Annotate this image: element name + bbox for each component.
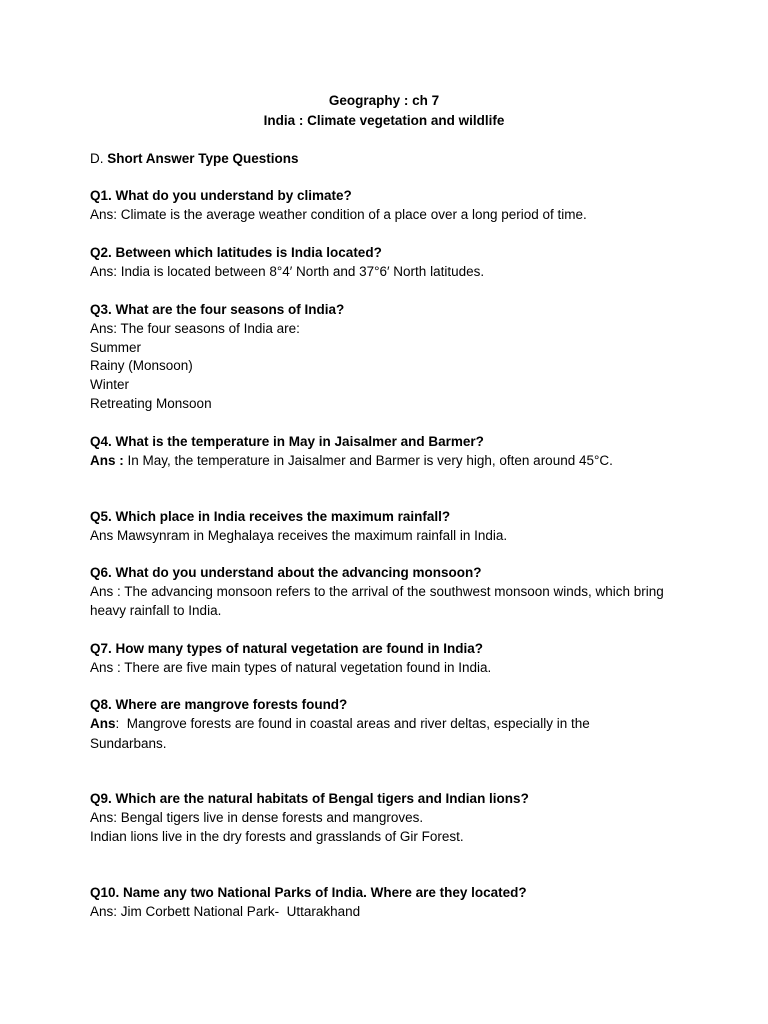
season-item: Summer	[90, 340, 142, 355]
question-4: Q4. What is the temperature in May in Jaisalmer and Barmer?	[90, 434, 484, 449]
section-heading	[90, 149, 710, 168]
answer-label: Ans :	[90, 453, 124, 468]
season-item: Winter	[90, 377, 130, 392]
answer-4	[90, 451, 710, 470]
question-10: Q10. Name any two National Parks of India. Where are they located?	[90, 885, 527, 900]
question-5: Q5. Which place in India receives the maximum rainfall?	[90, 509, 451, 524]
question-1: Q1. What do you understand by climate?	[90, 188, 352, 203]
answer-5: Ans Mawsynram in Meghalaya receives the maximum rainfall in India.	[90, 528, 508, 543]
answer-9-line-1: Ans: Bengal tigers live in dense forests and mangroves.	[90, 810, 424, 825]
doc-subtitle: India : Climate vegetation and wildlife	[263, 113, 505, 128]
section-title: Short Answer Type Questions	[107, 151, 299, 166]
question-2: Q2. Between which latitudes is India located?	[90, 245, 382, 260]
answer-8-line-1	[90, 714, 710, 733]
answer-3: Ans: The four seasons of India are:	[90, 321, 300, 336]
answer-6-line-1: Ans : The advancing monsoon refers to the arrival of the southwest monsoon winds, which bring	[90, 584, 664, 599]
question-3: Q3. What are the four seasons of India?	[90, 302, 345, 317]
answer-2: Ans: India is located between 8°4′ North and 37°6′ North latitudes.	[90, 264, 485, 279]
answer-text: : Mangrove forests are found in coastal areas and river deltas, especially in the	[115, 716, 590, 731]
answer-8-line-2: Sundarbans.	[90, 736, 167, 751]
answer-9-line-2: Indian lions live in the dry forests and grasslands of Gir Forest.	[90, 829, 464, 844]
question-8: Q8. Where are mangrove forests found?	[90, 697, 348, 712]
season-item: Retreating Monsoon	[90, 396, 212, 411]
section-prefix: D.	[90, 151, 108, 166]
answer-6-line-2: heavy rainfall to India.	[90, 603, 222, 618]
answer-1: Ans: Climate is the average weather condition of a place over a long period of time.	[90, 207, 587, 222]
question-6: Q6. What do you understand about the advancing monsoon?	[90, 565, 482, 580]
season-item: Rainy (Monsoon)	[90, 358, 193, 373]
answer-7: Ans : There are five main types of natural vegetation found in India.	[90, 660, 492, 675]
question-9: Q9. Which are the natural habitats of Bengal tigers and Indian lions?	[90, 791, 529, 806]
doc-title: Geography : ch 7	[328, 93, 440, 108]
question-7: Q7. How many types of natural vegetation are found in India?	[90, 641, 484, 656]
answer-label: Ans	[90, 716, 116, 731]
answer-10: Ans: Jim Corbett National Park- Uttarakhand	[90, 904, 361, 919]
answer-text: In May, the temperature in Jaisalmer and Barmer is very high, often around 45°C.	[123, 453, 613, 468]
